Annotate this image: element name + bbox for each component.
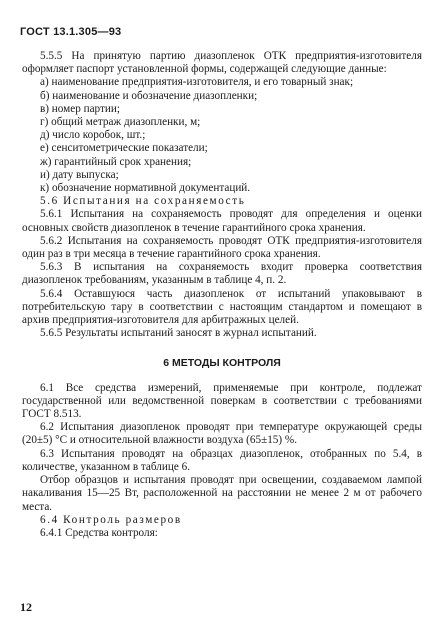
paragraph-5-6-1: 5.6.1 Испытания на сохраняемость проводят для определения и оценки основных свойств диазопленок в течение гарантийного срока хранения. [22, 208, 422, 234]
list-item: а) наименование предприятия-изготовителя, и его товарный знак; [40, 76, 354, 89]
subsection-title-6-4: 6.4 Контроль размеров [40, 513, 182, 526]
paragraph-6-4-1: 6.4.1 Средства контроля: [40, 526, 158, 539]
list-item: к) обозначение нормативной документаций. [40, 182, 251, 195]
list-item: ж) гарантийный срок хранения; [40, 155, 192, 168]
list-item: е) сенситометрические показатели; [40, 142, 208, 155]
paragraph-5-5-5: 5.5.5 На принятую партию диазопленок ОТК предприятия-изготовителя оформляет паспорт установленной формы, содержащей следующие данные: [22, 50, 422, 76]
list-item: б) наименование и обозначение диазопленки; [40, 89, 258, 102]
list-item: г) общий метраж диазопленки, м; [40, 116, 201, 129]
paragraph-5-6-4: 5.6.4 Оставшуюся часть диазопленок от испытаний упаковывают в потребительскую тару в соответствии с настоящим стандартом и помещают в архив предприятия-изготовителя для арбитражных целей. [22, 287, 422, 327]
paragraph-6-3: 6.3 Испытания проводят на образцах диазопленок, отобранных по 5.4, в количестве, указанном в таблице 6. [22, 447, 422, 473]
paragraph-5-6-5: 5.6.5 Результаты испытаний заносят в журнал испытаний. [40, 327, 317, 340]
paragraph-6-3-continued: Отбор образцов и испытания проводят при освещении, создаваемом лампой накаливания 15—25 Вт, расположенной на расстоянии не менее 2 м от рабочего места. [22, 474, 422, 513]
document-body [22, 50, 422, 540]
paragraph-5-6-2: 5.6.2 Испытания на сохраняемость проводят ОТК предприятия-изготовителя один раз в три месяца в течение гарантийного срока хранения. [22, 234, 422, 261]
section-title-6: 6 МЕТОДЫ КОНТРОЛЯ [163, 357, 281, 370]
list-item: в) номер партии; [40, 102, 120, 115]
page-number: 12 [20, 600, 32, 614]
paragraph-6-1: 6.1 Все средства измерений, применяемые при контроле, подлежат государственной или ведомственной поверкам в соответствии с требованиями ГОСТ 8.513. [22, 381, 422, 421]
page-header: ГОСТ 13.1.305—93 [20, 26, 122, 38]
list-item: д) число коробок, шт.; [40, 129, 146, 142]
subsection-title-5-6: 5.6 Испытания на сохраняемость [40, 195, 246, 208]
paragraph-5-6-3: 5.6.3 В испытания на сохраняемость входит проверка соответствия диазопленок требованиям, указанным в таблице 4, п. 2. [22, 261, 422, 287]
list-item: и) дату выпуска; [40, 168, 119, 181]
paragraph-6-2: 6.2 Испытания диазопленок проводят при температуре окружающей среды (20±5) °С и относительной влажности воздуха (65±15) %. [22, 421, 422, 447]
